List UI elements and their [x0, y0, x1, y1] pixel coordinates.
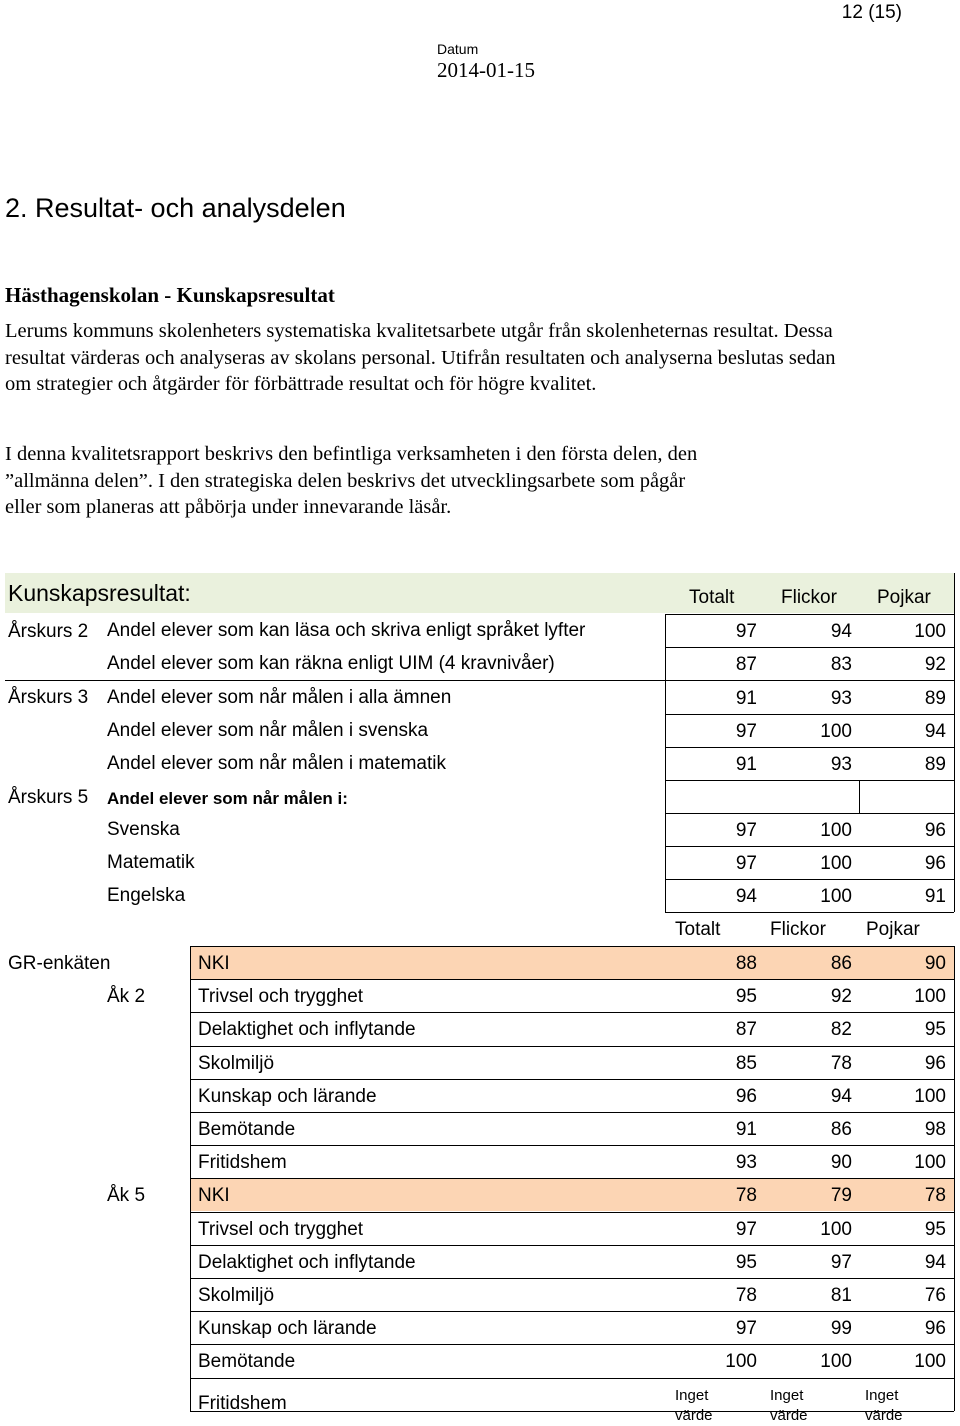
gr-row-label: Delaktighet och inflytande	[198, 1252, 416, 1273]
kunskap-cell-flickor: 100	[820, 721, 852, 742]
gr-cell-flickor: 86	[830, 953, 852, 974]
gr-row-label: Kunskap och lärande	[198, 1086, 377, 1107]
kunskap-title: Kunskapsresultat:	[8, 580, 191, 606]
gr-cell-totalt: 96	[735, 1086, 757, 1107]
group-arskurs-5: Årskurs 5	[8, 787, 89, 808]
gr-cell-totalt: 95	[735, 986, 757, 1007]
kunskap-cell-pojkar: 96	[924, 853, 946, 874]
table-grid-line	[954, 946, 955, 1411]
gr-cell-flickor: 82	[830, 1019, 852, 1040]
table-grid-line	[665, 680, 954, 681]
kunskap-row-label: Engelska	[107, 885, 186, 906]
kunskap-cell-pojkar: 96	[924, 820, 946, 841]
gr-cell-totalt: 78	[735, 1185, 757, 1206]
paragraph-2-line-3: eller som planeras att påbörja under innevarande läsår.	[5, 496, 452, 518]
kunskap-row-label: Andel elever som når målen i matematik	[107, 753, 446, 774]
table-grid-line	[954, 573, 955, 912]
paragraph-2	[5, 441, 845, 521]
gr-row-label: Kunskap och lärande	[198, 1318, 377, 1339]
gr-cell-totalt: 85	[735, 1053, 757, 1074]
table-grid-line	[190, 1212, 954, 1213]
gr-cell-flickor: 81	[830, 1285, 852, 1306]
kunskap-cell-totalt: 97	[735, 721, 757, 742]
table-grid-line	[665, 680, 666, 713]
group-arskurs-2: Årskurs 2	[8, 621, 89, 642]
table-grid-line	[190, 946, 954, 947]
gr-cell-pojkar: 100	[914, 1351, 946, 1372]
kunskap-row-label: Svenska	[107, 819, 180, 840]
gr-ak2: Åk 2	[107, 986, 146, 1007]
kunskap-cell-totalt: 94	[735, 886, 757, 907]
kunskap-cell-totalt: 91	[735, 754, 757, 775]
table-grid-line	[190, 1311, 954, 1312]
gr-row-label: Delaktighet och inflytande	[198, 1019, 416, 1040]
gr-cell-pojkar: 76	[924, 1285, 946, 1306]
kunskap-cell-totalt: 97	[735, 853, 757, 874]
gr-cell-pojkar: Inget värde	[865, 1387, 903, 1424]
gr-cell-flickor: 92	[830, 986, 852, 1007]
gr-cell-flickor: 86	[830, 1119, 852, 1140]
kunskap-cell-flickor: 100	[820, 853, 852, 874]
gr-row-label: NKI	[198, 953, 230, 974]
kunskap-row-label: Andel elever som når målen i svenska	[107, 720, 429, 741]
table-grid-line	[665, 747, 954, 748]
kunskap-row-label: Andel elever som når målen i alla ämnen	[107, 687, 452, 708]
kunskap-cell-pojkar: 94	[924, 721, 946, 742]
table-grid-line	[190, 1046, 954, 1047]
table-grid-line	[190, 1411, 954, 1412]
kunskap-cell-flickor: 94	[830, 621, 852, 642]
gr-cell-flickor: 78	[830, 1053, 852, 1074]
page-number: 12 (15)	[841, 2, 902, 23]
section-title: 2. Resultat- och analysdelen	[5, 193, 346, 223]
table-grid-line	[190, 1145, 954, 1146]
gr-row-label: Trivsel och trygghet	[198, 1219, 364, 1240]
table-grid-line	[665, 714, 954, 715]
kunskap-cell-pojkar: 100	[914, 621, 946, 642]
kunskap-cell-pojkar: 89	[924, 754, 946, 775]
gr-cell-totalt: 97	[735, 1219, 757, 1240]
kunskap-col-pojkar: Pojkar	[877, 587, 931, 608]
table-grid-line	[665, 713, 666, 747]
table-grid-line	[190, 1278, 954, 1279]
table-grid-line	[665, 614, 954, 615]
table-grid-line	[665, 846, 954, 847]
subtitle: Hästhagenskolan - Kunskapsresultat	[5, 283, 335, 307]
gr-cell-totalt: 78	[735, 1285, 757, 1306]
gr-cell-pojkar: 100	[914, 1152, 946, 1173]
table-grid-line	[665, 879, 954, 880]
kunskap-cell-pojkar: 91	[924, 886, 946, 907]
kunskap-cell-totalt: 97	[735, 621, 757, 642]
kunskap-cell-pojkar: 89	[924, 688, 946, 709]
gr-row-label: Skolmiljö	[198, 1053, 275, 1074]
kunskap-row-label: Andel elever som når målen i:	[107, 789, 348, 808]
paragraph-1: Lerums kommuns skolenheters systematiska kvalitetsarbete utgår från skolenheternas resultat. Dessa resultat värderas och analyseras av skolans personal. Utifrån resultaten och analyserna beslutas sedan om strategier och åtgärder för förbättrade resultat och för högre kvalitet.	[5, 320, 836, 395]
table-grid-line	[190, 979, 954, 980]
table-grid-line	[190, 1378, 954, 1379]
table-grid-line	[5, 680, 665, 681]
kunskap-cell-flickor: 100	[820, 886, 852, 907]
table-grid-line	[665, 780, 666, 912]
gr-row-label: Fritidshem	[198, 1393, 287, 1414]
table-grid-line	[190, 1079, 954, 1080]
kunskap-row-label: Andel elever som kan läsa och skriva enligt språket lyfter	[107, 620, 586, 641]
paragraph-2-line-2: ”allmänna delen”. I den strategiska delen beskrivs det utvecklingsarbete som pågår	[5, 469, 686, 492]
gr-row-label: Skolmiljö	[198, 1285, 275, 1306]
gr-row-label: Trivsel och trygghet	[198, 986, 364, 1007]
gr-row-label: Bemötande	[198, 1351, 296, 1372]
table-grid-line	[190, 1012, 954, 1013]
gr-title: GR-enkäten	[8, 953, 111, 974]
gr-ak5: Åk 5	[107, 1185, 146, 1206]
date-value: 2014-01-15	[437, 58, 535, 82]
kunskap-row-label: Andel elever som kan räkna enligt UIM (4 kravnivåer)	[107, 653, 555, 674]
table-grid-line	[190, 946, 191, 1411]
date-label: Datum	[437, 41, 479, 57]
gr-cell-totalt: 93	[735, 1152, 757, 1173]
gr-cell-totalt: 100	[725, 1351, 757, 1372]
table-grid-line	[859, 780, 860, 813]
gr-cell-pojkar: 98	[924, 1119, 946, 1140]
gr-cell-flickor: 100	[820, 1351, 852, 1372]
kunskap-cell-totalt: 87	[735, 654, 757, 675]
gr-cell-flickor: 90	[830, 1152, 852, 1173]
kunskap-cell-flickor: 93	[830, 754, 852, 775]
group-arskurs-3: Årskurs 3	[8, 687, 89, 708]
gr-cell-totalt: 97	[735, 1318, 757, 1339]
table-grid-line	[665, 647, 954, 648]
table-grid-line	[665, 912, 954, 913]
gr-cell-pojkar: 95	[924, 1019, 946, 1040]
kunskap-col-totalt: Totalt	[689, 587, 735, 608]
gr-row-label: NKI	[198, 1185, 230, 1206]
gr-col-flickor: Flickor	[770, 919, 826, 940]
table-grid-line	[665, 813, 954, 814]
gr-cell-flickor: 79	[830, 1185, 852, 1206]
gr-col-pojkar: Pojkar	[866, 919, 920, 940]
kunskap-col-flickor: Flickor	[781, 587, 837, 608]
gr-cell-flickor: Inget värde	[770, 1387, 808, 1424]
gr-cell-flickor: 99	[830, 1318, 852, 1339]
table-grid-line	[190, 1112, 954, 1113]
gr-cell-totalt: 88	[735, 953, 757, 974]
gr-cell-pojkar: 78	[924, 1185, 946, 1206]
gr-col-totalt: Totalt	[675, 919, 721, 940]
gr-cell-totalt: 95	[735, 1252, 757, 1273]
kunskap-cell-totalt: 91	[735, 688, 757, 709]
table-grid-line	[190, 1245, 954, 1246]
kunskap-cell-flickor: 100	[820, 820, 852, 841]
gr-cell-pojkar: 95	[924, 1219, 946, 1240]
kunskap-cell-flickor: 83	[830, 654, 852, 675]
gr-cell-pojkar: 94	[924, 1252, 946, 1273]
table-grid-line	[665, 747, 666, 780]
gr-row-label: Fritidshem	[198, 1152, 287, 1173]
gr-cell-totalt: 87	[735, 1019, 757, 1040]
kunskap-cell-pojkar: 92	[924, 654, 946, 675]
gr-cell-pojkar: 100	[914, 986, 946, 1007]
kunskap-row-label: Matematik	[107, 852, 195, 873]
gr-cell-flickor: 97	[830, 1252, 852, 1273]
table-grid-line	[665, 780, 954, 781]
gr-cell-totalt: 91	[735, 1119, 757, 1140]
table-grid-line	[190, 1178, 954, 1179]
gr-cell-flickor: 94	[830, 1086, 852, 1107]
table-grid-line	[665, 614, 666, 680]
gr-cell-totalt: Inget värde	[675, 1387, 713, 1424]
gr-cell-flickor: 100	[820, 1219, 852, 1240]
gr-cell-pojkar: 90	[924, 953, 946, 974]
kunskap-cell-totalt: 97	[735, 820, 757, 841]
table-grid-line	[190, 1344, 954, 1345]
paragraph-2-line-1: I denna kvalitetsrapport beskrivs den befintliga verksamheten i den första delen, den	[5, 443, 698, 465]
gr-cell-pojkar: 100	[914, 1086, 946, 1107]
gr-row-label: Bemötande	[198, 1119, 296, 1140]
gr-cell-pojkar: 96	[924, 1318, 946, 1339]
gr-cell-pojkar: 96	[924, 1053, 946, 1074]
kunskap-cell-flickor: 93	[830, 688, 852, 709]
